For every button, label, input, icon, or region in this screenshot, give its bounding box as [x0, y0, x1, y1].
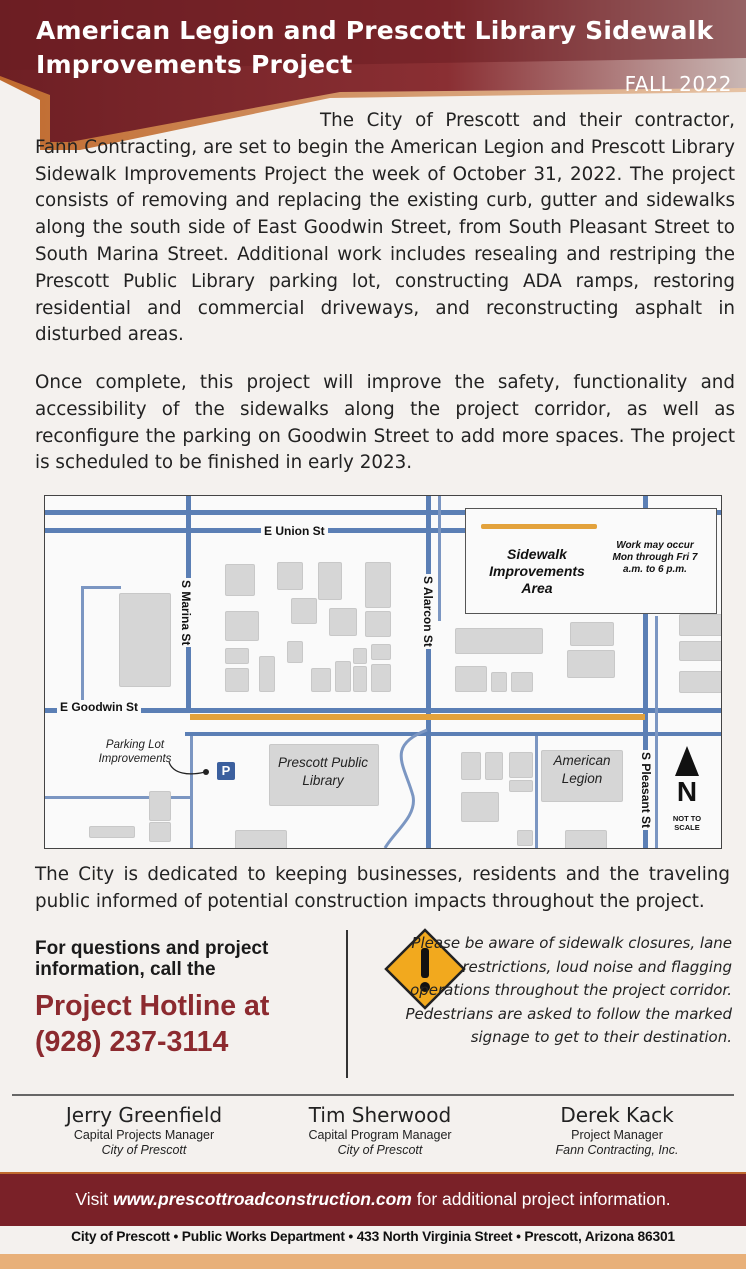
road-curve — [375, 726, 435, 848]
north-arrow-icon — [675, 746, 699, 776]
road-union-2 — [45, 528, 465, 533]
street-label-pleasant: S Pleasant St — [639, 752, 653, 829]
building — [565, 830, 607, 849]
visit-prefix: Visit — [75, 1189, 109, 1209]
sidewalk-improvement-line — [190, 714, 645, 720]
building — [491, 672, 507, 692]
legion-label: American Legion — [553, 753, 611, 786]
building — [570, 622, 614, 646]
hotline-question: For questions and project information, call the — [35, 938, 269, 980]
building — [511, 672, 533, 692]
building — [517, 830, 533, 846]
road-goodwin-2 — [185, 732, 721, 736]
building — [679, 671, 722, 693]
road-legion-side — [535, 736, 538, 848]
building — [149, 822, 171, 842]
parking-lot-pointer — [165, 758, 215, 782]
building — [679, 641, 722, 661]
building — [329, 608, 357, 636]
building — [291, 598, 317, 624]
road-side-left-h — [81, 586, 121, 589]
contact-name: Derek Kack — [560, 1103, 674, 1127]
contact-card — [497, 1102, 737, 1158]
building — [259, 656, 275, 692]
building — [371, 644, 391, 660]
street-label-goodwin: E Goodwin St — [57, 700, 141, 714]
website-link[interactable]: www.prescottroadconstruction.com — [113, 1189, 412, 1209]
building — [371, 664, 391, 692]
contact-role: Capital Program Manager — [308, 1128, 452, 1142]
building — [679, 614, 722, 636]
legend-work-hours: Work may occur Mon through Fri 7 a.m. to 6 p.m. — [612, 540, 698, 575]
intro-paragraph-1: The City of Prescott and their contractor, Fann Contracting, are set to begin the American Legion and Prescott Library Sidewalk Improvements Project the week of October 31, 2022. The project consists of removing and replacing the existing curb, gutter and sidewalks along the south side of East Goodwin Street, from South Pleasant Street to South Marina Street. Additional work includes resealing and restriping the Prescott Public Library parking lot, constructing ADA ramps, restoring residential and commercial driveways, and reconstructing asphalt in disturbed areas. — [35, 110, 735, 346]
building — [461, 752, 481, 780]
contact-name: Tim Sherwood — [308, 1103, 452, 1127]
road-goodwin — [45, 708, 721, 713]
page-title: American Legion and Prescott Library Sidewalk Improvements Project — [36, 16, 714, 79]
hotline-number: Project Hotline at (928) 237-3114 — [35, 990, 270, 1058]
north-label: N — [676, 776, 698, 807]
building — [225, 648, 249, 664]
building — [365, 562, 391, 608]
building — [225, 564, 255, 596]
info-paragraph: The City is dedicated to keeping businesses, residents and the traveling public informed of potential construction impacts throughout the project. — [35, 864, 730, 912]
building — [509, 780, 533, 792]
building — [485, 752, 503, 780]
building — [509, 752, 533, 778]
vertical-divider — [346, 930, 348, 1078]
contact-org: Fann Contracting, Inc. — [555, 1143, 679, 1157]
legend-sidewalk-swatch — [481, 524, 597, 529]
project-map — [44, 495, 722, 849]
building — [335, 661, 351, 692]
building — [311, 668, 331, 692]
building — [353, 648, 367, 664]
building — [149, 791, 171, 821]
building — [89, 826, 135, 838]
contact-name: Jerry Greenfield — [65, 1103, 223, 1127]
contact-card — [260, 1102, 500, 1158]
contact-card — [24, 1102, 264, 1158]
parking-icon: P — [217, 762, 235, 780]
building — [461, 792, 499, 822]
road-side-left — [81, 586, 84, 706]
contact-org: City of Prescott — [337, 1143, 423, 1157]
building — [353, 666, 367, 692]
building — [455, 628, 543, 654]
building — [235, 830, 287, 849]
visit-suffix: for additional project information. — [416, 1189, 671, 1209]
intro-paragraph-2: Once complete, this project will improve the safety, functionality and accessibility of the sidewalks along the project corridor, as well as reconfigure the parking on Goodwin Street to add more spaces. The project is scheduled to be finished in early 2023. — [35, 372, 735, 474]
street-label-marina: S Marina St — [179, 580, 193, 646]
hotline-box — [35, 938, 335, 1060]
building — [277, 562, 303, 590]
bottom-strip — [0, 1254, 746, 1269]
contact-role: Capital Projects Manager — [73, 1128, 215, 1142]
legend-sidewalk-label: Sidewalk Improvements Area — [489, 546, 585, 596]
visit-line — [0, 1189, 746, 1210]
building — [455, 666, 487, 692]
street-label-alarcon: S Alarcon St — [421, 576, 435, 647]
address-line: City of Prescott • Public Works Department • 433 North Virginia Street • Prescott, Arizona 86301 — [71, 1229, 675, 1244]
parking-lot-label: Parking Lot Improvements — [98, 739, 172, 765]
contact-org: City of Prescott — [101, 1143, 187, 1157]
building — [119, 593, 171, 687]
road-pleasant-b — [655, 616, 658, 848]
warning-text: Please be aware of sidewalk closures, lane restrictions, loud noise and flagging operations throughout the project corridor. Pedestrians are asked to follow the marked signage to get to their destination. — [405, 934, 732, 1047]
library-label: Prescott Public Library — [277, 755, 369, 788]
season-label: FALL 2022 — [624, 72, 732, 96]
road-alarcon-b — [438, 496, 441, 621]
building — [318, 562, 342, 600]
building — [225, 611, 259, 641]
building — [365, 611, 391, 637]
divider — [12, 1094, 734, 1096]
street-label-union: E Union St — [261, 524, 328, 538]
building — [287, 641, 303, 663]
building — [567, 650, 615, 678]
building — [225, 668, 249, 692]
not-to-scale-label: NOT TO SCALE — [672, 814, 702, 832]
contact-role: Project Manager — [571, 1128, 663, 1142]
